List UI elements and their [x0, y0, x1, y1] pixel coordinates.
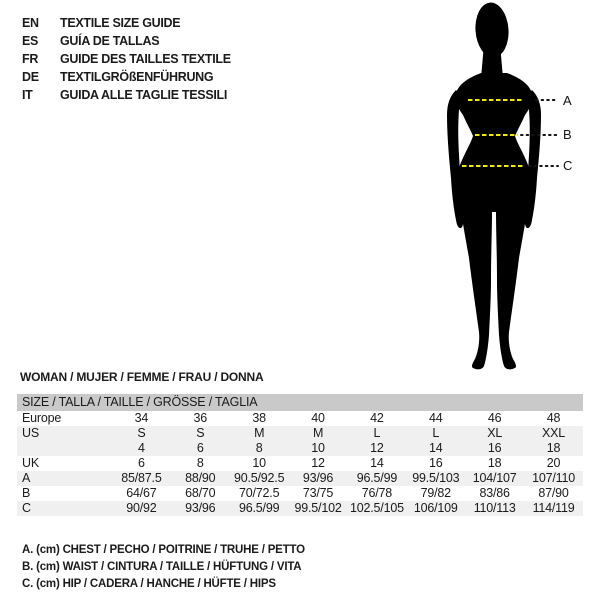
language-title-list — [22, 14, 231, 104]
row-label: B — [22, 486, 31, 500]
cell: 93/96 — [185, 501, 216, 515]
size-table-header: SIZE / TALLA / TAILLE / GRÖSSE / TAGLIA — [17, 394, 583, 411]
cell: L — [373, 426, 381, 440]
label-a: A — [563, 93, 572, 108]
cell: 79/82 — [420, 486, 451, 500]
language-row-en — [22, 14, 231, 32]
language-row-de — [22, 68, 231, 86]
cell: 64/67 — [126, 486, 157, 500]
language-code: ES — [22, 34, 39, 48]
cell: 90.5/92.5 — [234, 471, 285, 485]
table-row-us — [17, 426, 583, 441]
cell: 10 — [252, 456, 266, 470]
cell: 36 — [193, 411, 208, 425]
table-row-uk — [17, 456, 583, 471]
row-label: US — [22, 426, 39, 440]
cell: S — [137, 426, 146, 440]
cell: 90/92 — [126, 501, 157, 515]
cell: 18 — [546, 441, 561, 455]
cell: 40 — [311, 411, 325, 425]
cell: M — [254, 426, 265, 440]
cell: 87/90 — [538, 486, 569, 500]
size-table — [17, 394, 583, 516]
cell: 102.5/105 — [350, 501, 404, 515]
cell: 14 — [429, 441, 443, 455]
table-row-waist — [17, 486, 583, 501]
cell: 18 — [487, 456, 502, 470]
section-title: WOMAN / MUJER / FEMME / FRAU / DONNA — [20, 370, 264, 384]
cell: S — [196, 426, 205, 440]
cell: 114/119 — [532, 501, 575, 515]
language-code: IT — [22, 88, 33, 102]
language-code: EN — [22, 16, 39, 30]
row-label: C — [22, 501, 31, 515]
cell: 14 — [370, 456, 384, 470]
cell: 20 — [546, 456, 561, 470]
label-b: B — [563, 127, 572, 142]
page-title-fr: GUIDE DES TAILLES TEXTILE — [60, 52, 231, 66]
cell: 34 — [134, 411, 149, 425]
cell: 16 — [429, 456, 443, 470]
cell: 8 — [196, 456, 204, 470]
silhouette-neck — [481, 44, 503, 78]
row-label: UK — [22, 456, 39, 470]
cell: 16 — [487, 441, 502, 455]
legend-hip: C. (cm) HIP / CADERA / HANCHE / HÜFTE / HIPS — [22, 578, 276, 590]
measurement-legend — [22, 542, 305, 593]
cell: 12 — [311, 456, 325, 470]
cell: 12 — [370, 441, 384, 455]
cell: 88/90 — [185, 471, 216, 485]
language-code: FR — [22, 52, 39, 66]
language-row-fr — [22, 50, 231, 68]
cell: 99.5/103 — [412, 471, 460, 485]
legend-waist: B. (cm) WAIST / CINTURA / TAILLE / HÜFTUNG / VITA — [22, 561, 302, 573]
row-label: Europe — [22, 411, 62, 425]
table-row-us-numeric — [17, 441, 583, 456]
cell: 104/107 — [472, 471, 517, 485]
cell: 44 — [429, 411, 443, 425]
table-row-europe — [17, 411, 583, 426]
cell: 10 — [311, 441, 325, 455]
language-row-it — [22, 86, 231, 104]
cell: 38 — [252, 411, 266, 425]
cell: 96.5/99 — [239, 501, 280, 515]
cell: 110/113 — [473, 501, 516, 515]
cell: 76/78 — [361, 486, 393, 500]
cell: 85/87.5 — [121, 471, 162, 485]
cell: 70/72.5 — [239, 486, 280, 500]
language-row-es — [22, 32, 231, 50]
woman-silhouette-svg — [415, 0, 600, 380]
cell: 8 — [255, 441, 263, 455]
cell: 46 — [487, 411, 502, 425]
legend-chest: A. (cm) CHEST / PECHO / POITRINE / TRUHE / PETTO — [22, 544, 305, 556]
cell: 6 — [138, 456, 145, 470]
cell: 99.5/102 — [294, 501, 342, 515]
page-title-es: GUÍA DE TALLAS — [60, 34, 160, 48]
cell: 68/70 — [185, 486, 216, 500]
cell: L — [432, 426, 440, 440]
table-row-hip — [17, 501, 583, 516]
row-label — [17, 441, 112, 456]
page-title-de: TEXTILGRÖßENFÜHRUNG — [60, 70, 214, 84]
cell: XL — [487, 426, 503, 440]
cell: 4 — [138, 441, 145, 455]
table-row-chest — [17, 471, 583, 486]
cell: 106/109 — [413, 501, 458, 515]
cell: 96.5/99 — [356, 471, 398, 485]
cell: 83/86 — [479, 486, 510, 500]
row-label: A — [22, 471, 31, 485]
label-c: C — [563, 158, 573, 173]
language-code: DE — [22, 70, 39, 84]
cell: 73/75 — [302, 486, 334, 500]
body-figure — [415, 0, 600, 380]
page-title-it: GUIDA ALLE TAGLIE TESSILI — [60, 88, 228, 102]
cell: M — [312, 426, 324, 440]
cell: XXL — [542, 426, 566, 440]
cell: 6 — [196, 441, 204, 455]
cell: 107/110 — [532, 471, 575, 485]
cell: 42 — [370, 411, 384, 425]
woman-silhouette — [455, 73, 532, 369]
cell: 93/96 — [302, 471, 334, 485]
cell: 48 — [546, 411, 561, 425]
page-title: TEXTILE SIZE GUIDE — [60, 16, 181, 30]
